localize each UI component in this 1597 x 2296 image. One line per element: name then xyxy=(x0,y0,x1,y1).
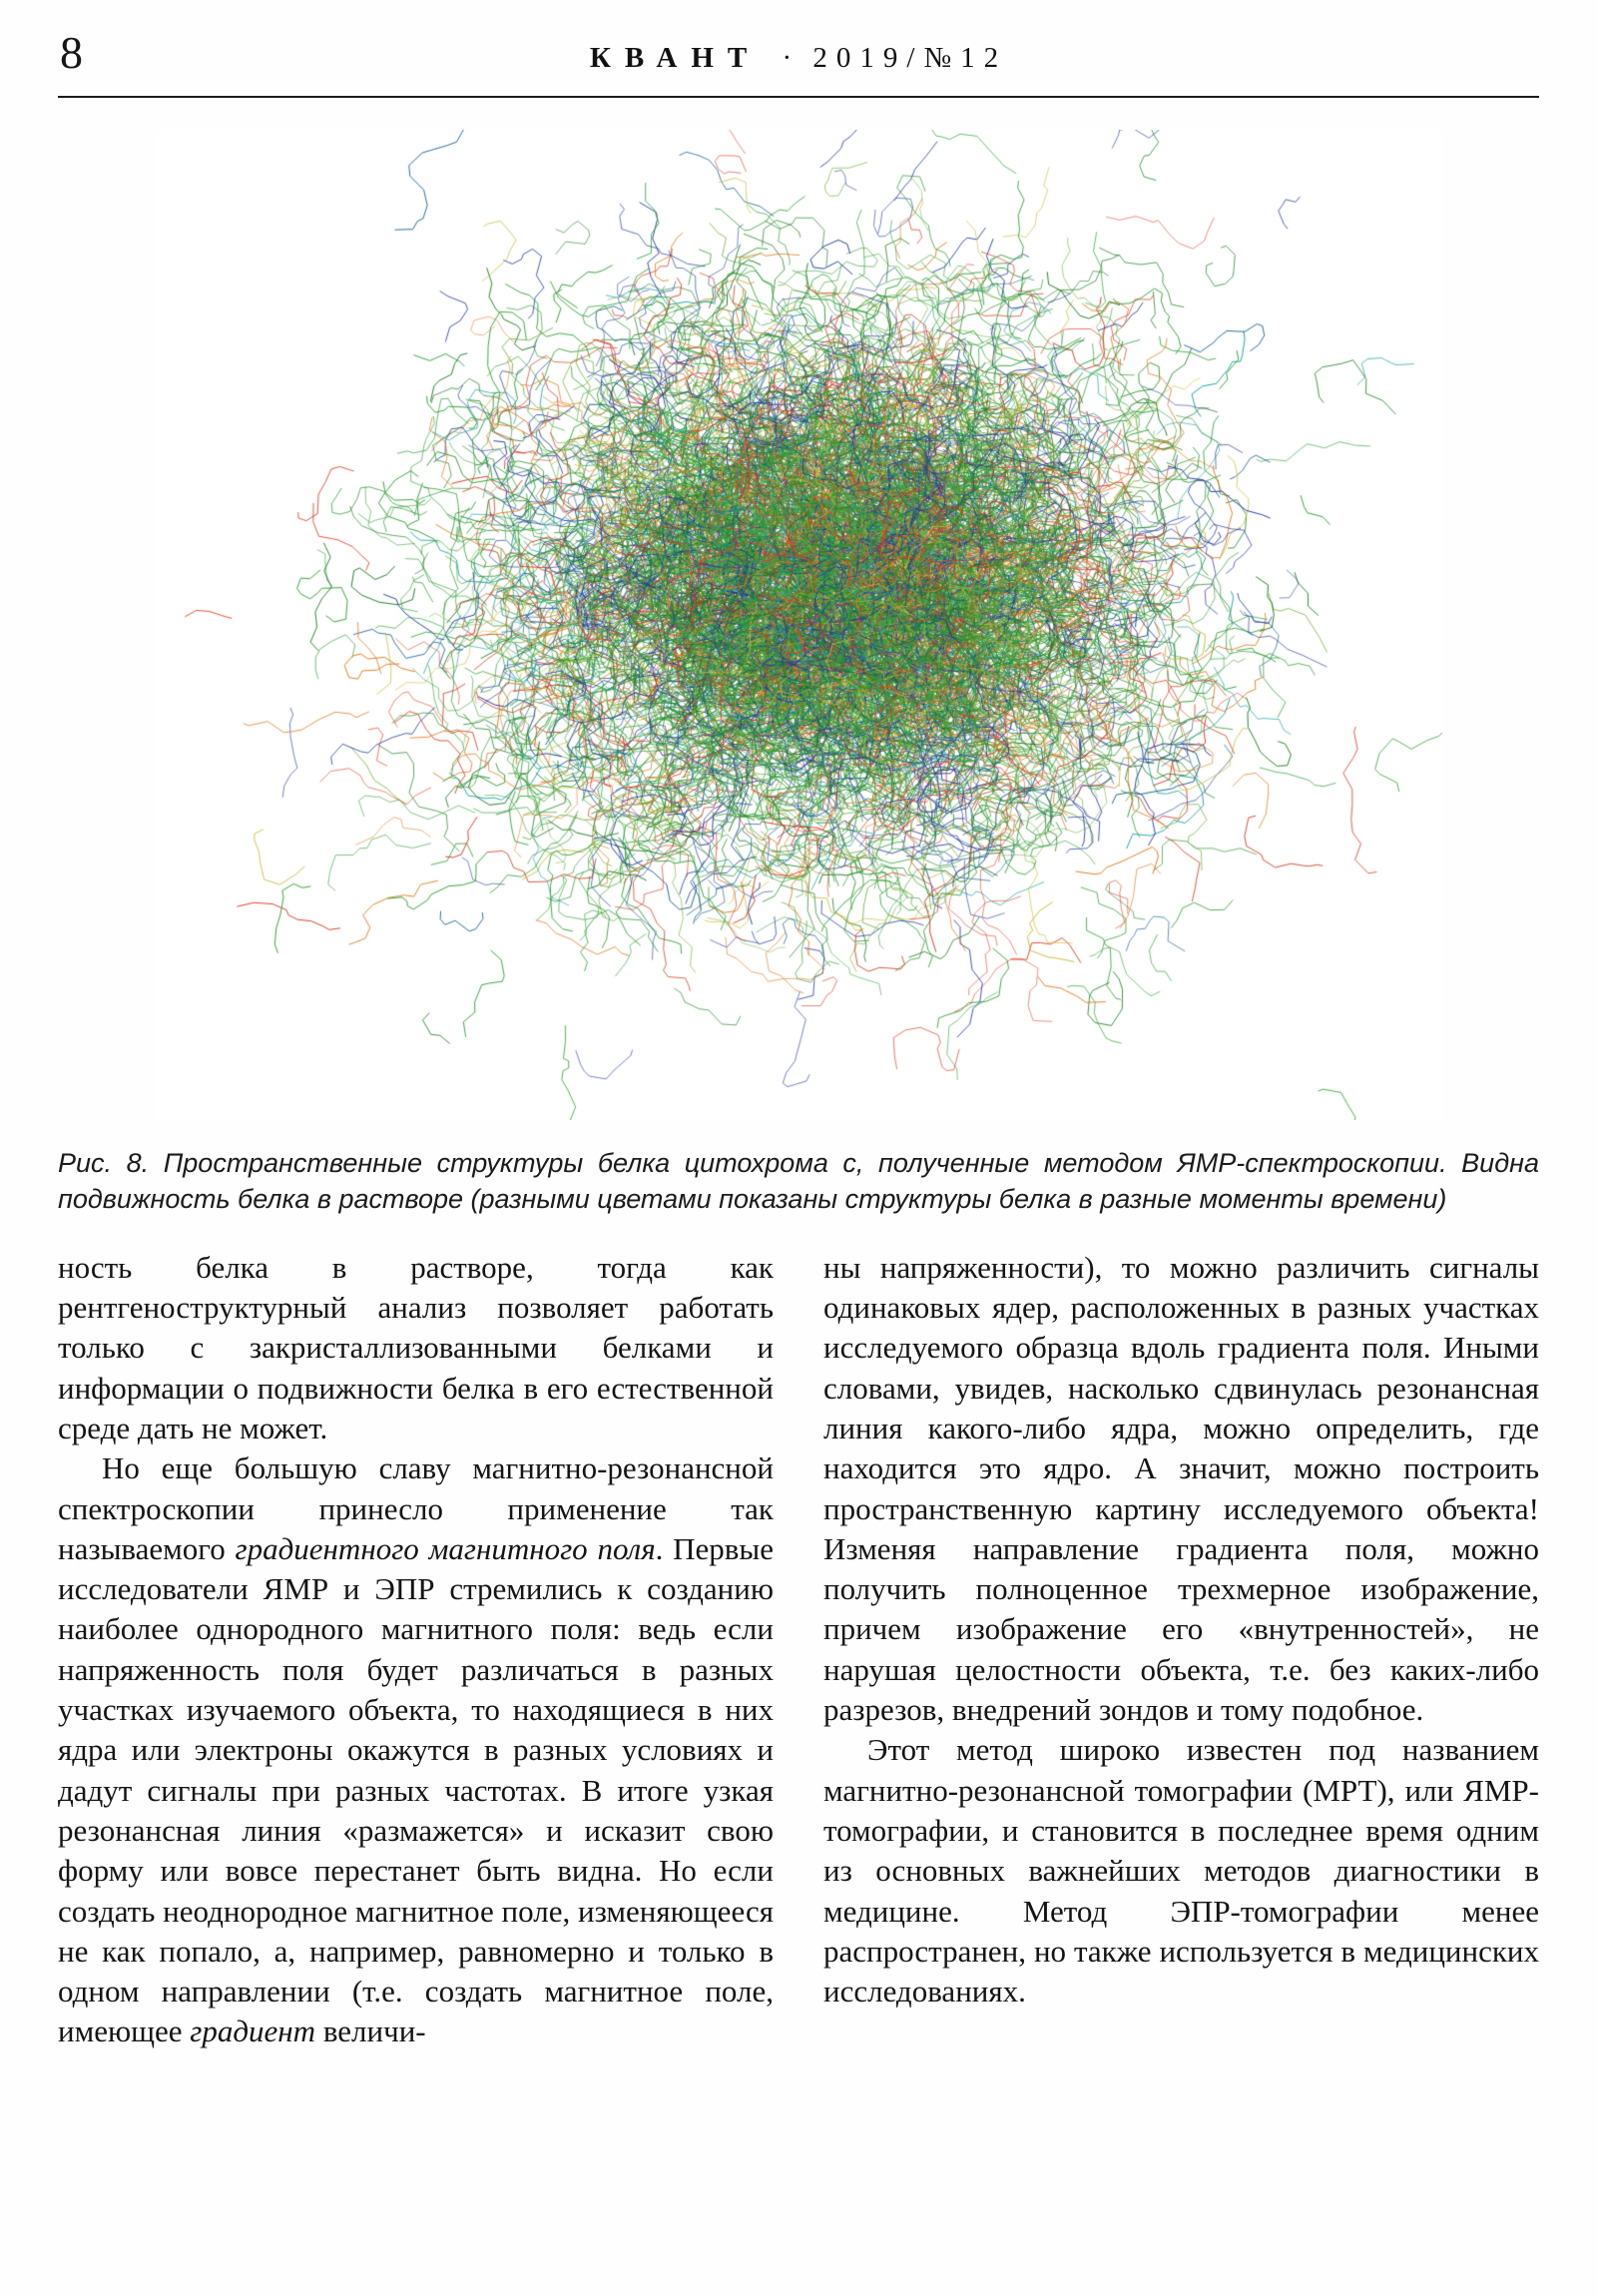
page-header xyxy=(58,26,1539,98)
paragraph: Этот метод широко известен под названием магнитно-резонансной томографии (МРТ), или ЯМР-томографии, и становится в последнее время одним из основных важнейших методов диагностики в медицине. Метод ЭПР-томографии менее распространен, но также используется в медицинских исследованиях. xyxy=(823,1732,1539,2009)
separator-dot: · xyxy=(782,42,793,74)
right-column xyxy=(823,1248,1539,2052)
paragraph: Но еще большую славу магнитно-резонансной спектроскопии принесло применение так называемого градиентного магнитного поля. Первые исследователи ЯМР и ЭПР стремились к созданию наиболее однородного магнитного поля: ведь если напряженность поля будет различаться в разных участках изучаемого объекта, то находящиеся в них ядра или электроны окажутся в разных условиях и дадут сигналы при разных частотах. В итоге узкая резонансная линия «размажется» и исказит свою форму или вовсе перестанет быть видна. Но если создать неоднородное магнитное поле, изменяющееся не как попало, а, например, равномерно и только в одном направлении (т.е. создать магнитное поле, имеющее градиент величи- xyxy=(58,1450,775,2049)
protein-figure xyxy=(155,130,1442,1120)
protein-structure-image xyxy=(155,130,1442,1120)
paragraph: ны напряженности), то можно различить сигналы одинаковых ядер, расположенных в разных участках исследуемого образца вдоль градиента поля. Иными словами, увидев, насколько сдвинулась резонансная линия какого-либо ядра, можно определить, где находится это ядро. А значит, можно построить пространственную картину исследуемого объекта! Изменяя направление градиента поля, можно получить полноценное трехмерное изображение, причем изображение его «внутренностей», не нарушая целостности объекта, т.е. без каких-либо разрезов, внедрений зондов и тому подобное. xyxy=(823,1249,1539,1728)
journal-name: КВАНТ xyxy=(589,42,762,74)
journal-title xyxy=(58,44,1539,73)
page-number: 8 xyxy=(60,27,83,78)
journal-issue: 2019/№12 xyxy=(812,42,1008,74)
article-body xyxy=(58,1248,1539,2052)
left-column xyxy=(58,1248,774,2052)
figure-caption: Рис. 8. Пространственные структуры белка цитохрома c, полученные методом ЯМР-спектроскопии. Видна подвижность белка в растворе (разными цветами показаны структуры белка в разные моменты времени) xyxy=(58,1148,1539,1214)
paragraph: ность белка в растворе, тогда как рентгеноструктурный анализ позволяет работать только с закристаллизованными белками и информации о подвижности белка в его естественной среде дать не может. xyxy=(58,1249,774,1445)
